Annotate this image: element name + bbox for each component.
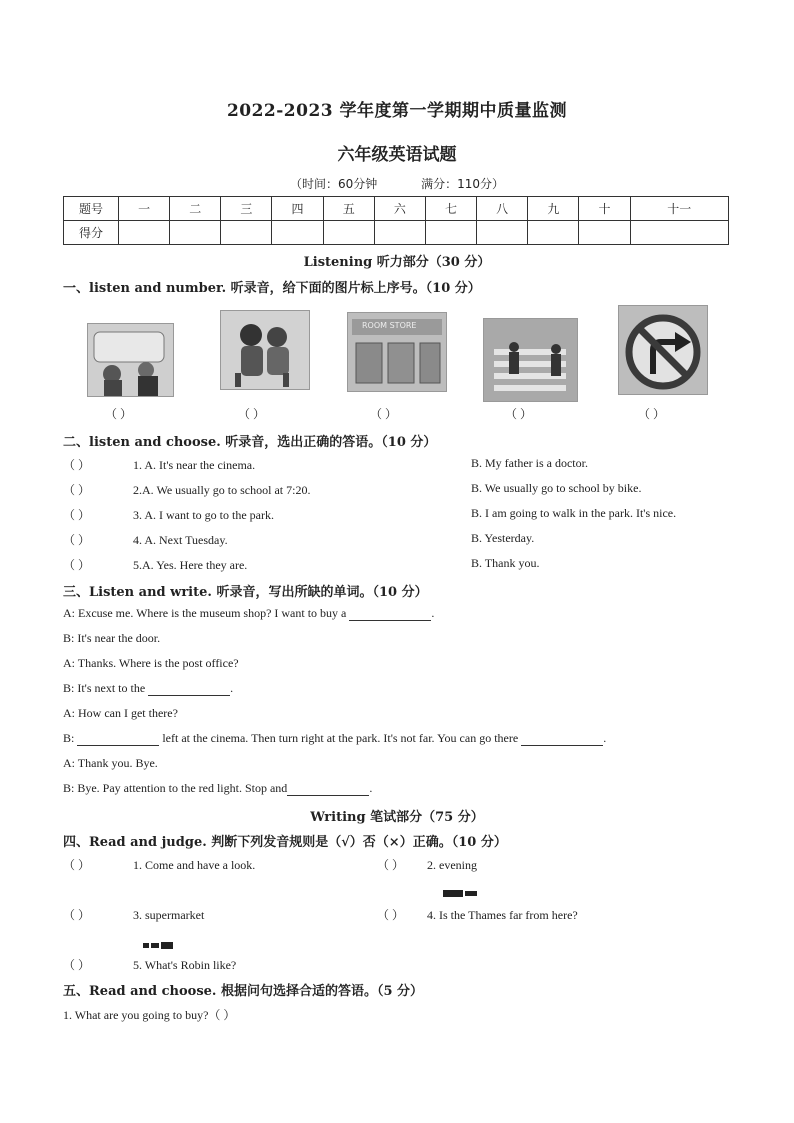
answer-paren[interactable]: （ ） [63, 908, 91, 922]
score-col: 六 [374, 197, 425, 221]
picture-answer-paren[interactable]: （ ） [105, 407, 133, 421]
score-cell[interactable] [579, 221, 630, 245]
dialogue-line [63, 606, 434, 621]
score-cell[interactable] [170, 221, 221, 245]
bus-stop-icon [88, 324, 173, 396]
dialogue-text: . [369, 781, 373, 795]
option-b: B. My father is a doctor. [471, 456, 588, 470]
score-cell[interactable] [119, 221, 170, 245]
score-cell[interactable] [323, 221, 374, 245]
answer-paren[interactable]: （ ） [63, 458, 91, 472]
answer-paren[interactable]: （ ） [63, 483, 91, 497]
judge-text: 1. Come and have a look. [133, 858, 256, 872]
option-a: 4. A. Next Tuesday. [133, 533, 228, 547]
underline-mark [143, 943, 149, 948]
exam-subtitle: 六年级英语试题 [337, 145, 457, 165]
dialogue-text: . [431, 606, 435, 620]
picture-store [347, 312, 447, 392]
picture-no-right-turn [618, 305, 708, 395]
underline-mark [151, 943, 159, 948]
choose-question[interactable]: 1. What are you going to buy?（ ） [63, 1008, 236, 1022]
picture-answer-paren[interactable]: （ ） [638, 407, 666, 421]
dialogue-line [63, 631, 160, 646]
part2-title: 二、listen and choose. 听录音，选出正确的答语。（10 分） [63, 435, 437, 450]
dialogue-text: A: Thank you. Bye. [63, 756, 158, 770]
option-a: 5.A. Yes. Here they are. [133, 558, 248, 572]
no-right-turn-sign-icon [619, 306, 707, 394]
score-table-label: 题号 [64, 197, 119, 221]
dialogue-line [63, 756, 158, 771]
option-a: 1. A. It's near the cinema. [133, 458, 256, 472]
score-col: 八 [477, 197, 528, 221]
score-col: 四 [272, 197, 323, 221]
store-sign-text: ROOM STORE [362, 321, 417, 330]
answer-paren[interactable]: （ ） [63, 508, 91, 522]
score-cell[interactable] [374, 221, 425, 245]
option-a: 3. A. I want to go to the park. [133, 508, 274, 522]
exam-time: （时间：60分钟 [289, 177, 378, 191]
option-b: B. I am going to walk in the park. It's nice. [471, 506, 677, 520]
score-cell[interactable] [221, 221, 272, 245]
judge-text: 2. evening [427, 858, 477, 872]
score-cell[interactable] [630, 221, 728, 245]
part4-title: 四、Read and judge. 判断下列发音规则是（√）否（×）正确。（10 分） [63, 835, 507, 850]
dialogue-line [63, 781, 372, 796]
dialogue-line [63, 656, 239, 671]
option-a: 2.A. We usually go to school at 7:20. [133, 483, 311, 497]
underline-marks [443, 883, 479, 902]
score-col: 一 [119, 197, 170, 221]
score-cell[interactable] [477, 221, 528, 245]
judge-item [377, 906, 578, 923]
dialogue-text: B: [63, 731, 78, 745]
dialogue-text: . [603, 731, 607, 745]
option-b: B. Thank you. [471, 556, 540, 570]
picture-crosswalk [483, 318, 578, 402]
judge-item [377, 856, 477, 873]
answer-paren[interactable]: （ ） [377, 858, 405, 872]
judge-item [63, 856, 255, 873]
answer-paren[interactable]: （ ） [63, 958, 91, 972]
underline-mark [443, 890, 463, 897]
dialogue-text: A: Thanks. Where is the post office? [63, 656, 239, 670]
score-cell[interactable] [528, 221, 579, 245]
fill-blank[interactable] [148, 683, 230, 696]
part1-title: 一、listen and number. 听录音，给下面的图片标上序号。（10 分） [63, 281, 481, 296]
picture-answer-paren[interactable]: （ ） [238, 407, 266, 421]
score-col: 五 [323, 197, 374, 221]
question-row [63, 556, 247, 573]
dialogue-line [63, 706, 178, 721]
part5-title: 五、Read and choose. 根据问句选择合适的答语。（5 分） [63, 984, 424, 999]
score-col: 二 [170, 197, 221, 221]
option-b: B. We usually go to school by bike. [471, 481, 642, 495]
score-table [63, 196, 729, 245]
picture-bus-stop [87, 323, 174, 397]
dialogue-line [63, 731, 606, 746]
answer-paren[interactable]: （ ） [63, 533, 91, 547]
dialogue-text: A: How can I get there? [63, 706, 178, 720]
answer-paren[interactable]: （ ） [377, 908, 405, 922]
fill-blank[interactable] [287, 783, 369, 796]
dialogue-text: left at the cinema. Then turn right at the park. It's not far. You can go there [159, 731, 522, 745]
picture-answer-paren[interactable]: （ ） [370, 407, 398, 421]
question-row [63, 531, 228, 548]
fill-blank[interactable] [349, 608, 431, 621]
underline-marks [143, 935, 175, 954]
fill-blank[interactable] [77, 733, 159, 746]
dialogue-text: B: Bye. Pay attention to the red light. Stop and [63, 781, 288, 795]
score-table-header-row [64, 197, 729, 221]
judge-text: 3. supermarket [133, 908, 205, 922]
kids-icon [221, 311, 309, 389]
dialogue-text: . [230, 681, 234, 695]
score-col: 十一 [630, 197, 728, 221]
judge-text: 4. Is the Thames far from here? [427, 908, 578, 922]
underline-mark [161, 942, 173, 949]
judge-item [63, 956, 236, 973]
dialogue-line [63, 681, 233, 696]
listening-header: Listening 听力部分（30 分） [303, 255, 491, 270]
score-col: 九 [528, 197, 579, 221]
judge-text: 5. What's Robin like? [133, 958, 237, 972]
score-col: 七 [425, 197, 476, 221]
score-cell[interactable] [425, 221, 476, 245]
exam-title: 2022-2023 学年度第一学期期中质量监测 [226, 101, 568, 121]
question-row [63, 481, 310, 498]
part3-title: 三、Listen and write. 听录音，写出所缺的单词。（10 分） [63, 585, 428, 600]
exam-meta [0, 175, 794, 192]
question-row [63, 506, 274, 523]
dialogue-text: B: It's next to the [63, 681, 149, 695]
score-table-label: 得分 [64, 221, 119, 245]
score-col: 三 [221, 197, 272, 221]
dialogue-text: A: Excuse me. Where is the museum shop? I want to buy a [63, 606, 350, 620]
score-table-score-row [64, 221, 729, 245]
crosswalk-icon [484, 319, 577, 401]
judge-item [63, 906, 204, 923]
answer-paren[interactable]: （ ） [63, 858, 91, 872]
fill-blank[interactable] [521, 733, 603, 746]
answer-paren[interactable]: （ ） [63, 558, 91, 572]
option-b: B. Yesterday. [471, 531, 535, 545]
score-cell[interactable] [272, 221, 323, 245]
question-row [63, 456, 255, 473]
underline-mark [465, 891, 477, 896]
exam-score: 满分：110分） [421, 177, 504, 191]
dialogue-text: B: It's near the door. [63, 631, 161, 645]
picture-answer-paren[interactable]: （ ） [505, 407, 533, 421]
picture-kids [220, 310, 310, 390]
score-col: 十 [579, 197, 630, 221]
writing-header: Writing 笔试部分（75 分） [310, 810, 484, 825]
